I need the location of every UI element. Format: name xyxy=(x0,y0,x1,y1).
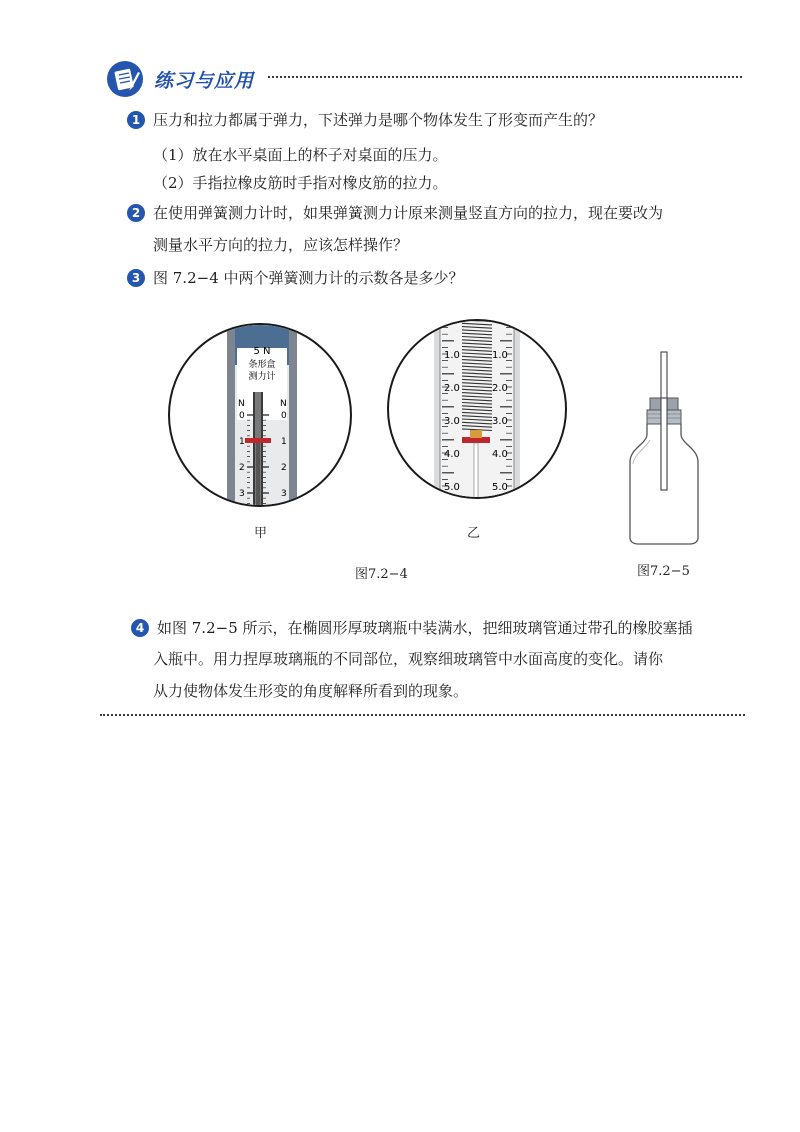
spring-scale-yi-figure xyxy=(384,316,570,502)
meter-unit-right: N xyxy=(280,399,287,409)
yi-tick-label-1.0-right: 1.0 xyxy=(492,350,508,361)
spring-scale-jia-figure xyxy=(165,320,355,510)
tick-label-2-left: 2 xyxy=(239,463,245,473)
tick-label-1-left: 1 xyxy=(239,437,245,447)
question-4 xyxy=(131,618,693,638)
question-text: 压力和拉力都属于弹力，下述弹力是哪个物体发生了形变而产生的？ xyxy=(153,111,604,129)
tick-label-0-left: 0 xyxy=(239,411,245,421)
header-dotted-rule xyxy=(268,76,742,78)
question-number-badge: 2 xyxy=(127,204,145,222)
yi-tick-label-4.0-right: 4.0 xyxy=(492,449,508,460)
tick-label-1-right: 1 xyxy=(281,437,287,447)
figure-label-yi: 乙 xyxy=(467,526,481,541)
bottom-dotted-rule xyxy=(100,714,745,716)
question-text-line-1: 如图 7.2−5 所示，在椭圆形厚玻璃瓶中装满水，把细玻璃管通过带孔的橡胶塞插 xyxy=(157,619,693,637)
question-2-line-2: 测量水平方向的拉力，应该怎样操作？ xyxy=(153,236,409,254)
meter-unit-left: N xyxy=(238,399,245,409)
yi-tick-label-3.0-left: 3.0 xyxy=(444,416,460,427)
section-title: 练习与应用 xyxy=(154,70,255,92)
tick-label-0-right: 0 xyxy=(281,411,287,421)
glass-bottle-figure xyxy=(620,348,712,548)
yi-tick-label-4.0-left: 4.0 xyxy=(444,449,460,460)
question-1 xyxy=(127,110,603,130)
tick-label-2-right: 2 xyxy=(281,463,287,473)
question-number-badge: 1 xyxy=(127,111,145,129)
yi-tick-label-2.0-left: 2.0 xyxy=(444,383,460,394)
meter-capacity: 5 N xyxy=(253,346,271,357)
question-number-badge: 4 xyxy=(131,619,149,637)
yi-tick-label-2.0-right: 2.0 xyxy=(492,383,508,394)
question-1-sub-1: （1）放在水平桌面上的杯子对桌面的压力。 xyxy=(153,146,448,164)
question-4-line-2: 入瓶中。用力捏厚玻璃瓶的不同部位，观察细玻璃管中水面高度的变化。请你 xyxy=(153,650,664,668)
tick-label-3-left: 3 xyxy=(239,489,245,499)
question-text: 图 7.2−4 中两个弹簧测力计的示数各是多少？ xyxy=(153,269,464,287)
question-1-sub-2: （2）手指拉橡皮筋时手指对橡皮筋的拉力。 xyxy=(153,174,448,192)
question-2 xyxy=(127,203,663,223)
question-3 xyxy=(127,268,464,288)
meter-name-line-2: 测力计 xyxy=(248,372,276,382)
yi-tick-label-3.0-right: 3.0 xyxy=(492,416,508,427)
figure-caption-7-2-4: 图7.2−4 xyxy=(355,567,408,582)
yi-tick-label-5.0-left: 5.0 xyxy=(444,482,460,493)
meter-name-line-1: 条形盒 xyxy=(248,360,276,370)
question-text-line-1: 在使用弹簧测力计时，如果弹簧测力计原来测量竖直方向的拉力，现在要改为 xyxy=(153,204,664,222)
tick-label-3-right: 3 xyxy=(281,489,287,499)
question-number-badge: 3 xyxy=(127,269,145,287)
pencil-paper-icon xyxy=(106,60,144,98)
question-4-line-3: 从力使物体发生形变的角度解释所看到的现象。 xyxy=(153,682,469,700)
yi-tick-label-5.0-right: 5.0 xyxy=(492,482,508,493)
figure-label-jia: 甲 xyxy=(254,526,268,541)
figure-caption-7-2-5: 图7.2−5 xyxy=(637,564,690,579)
yi-tick-label-1.0-left: 1.0 xyxy=(444,350,460,361)
